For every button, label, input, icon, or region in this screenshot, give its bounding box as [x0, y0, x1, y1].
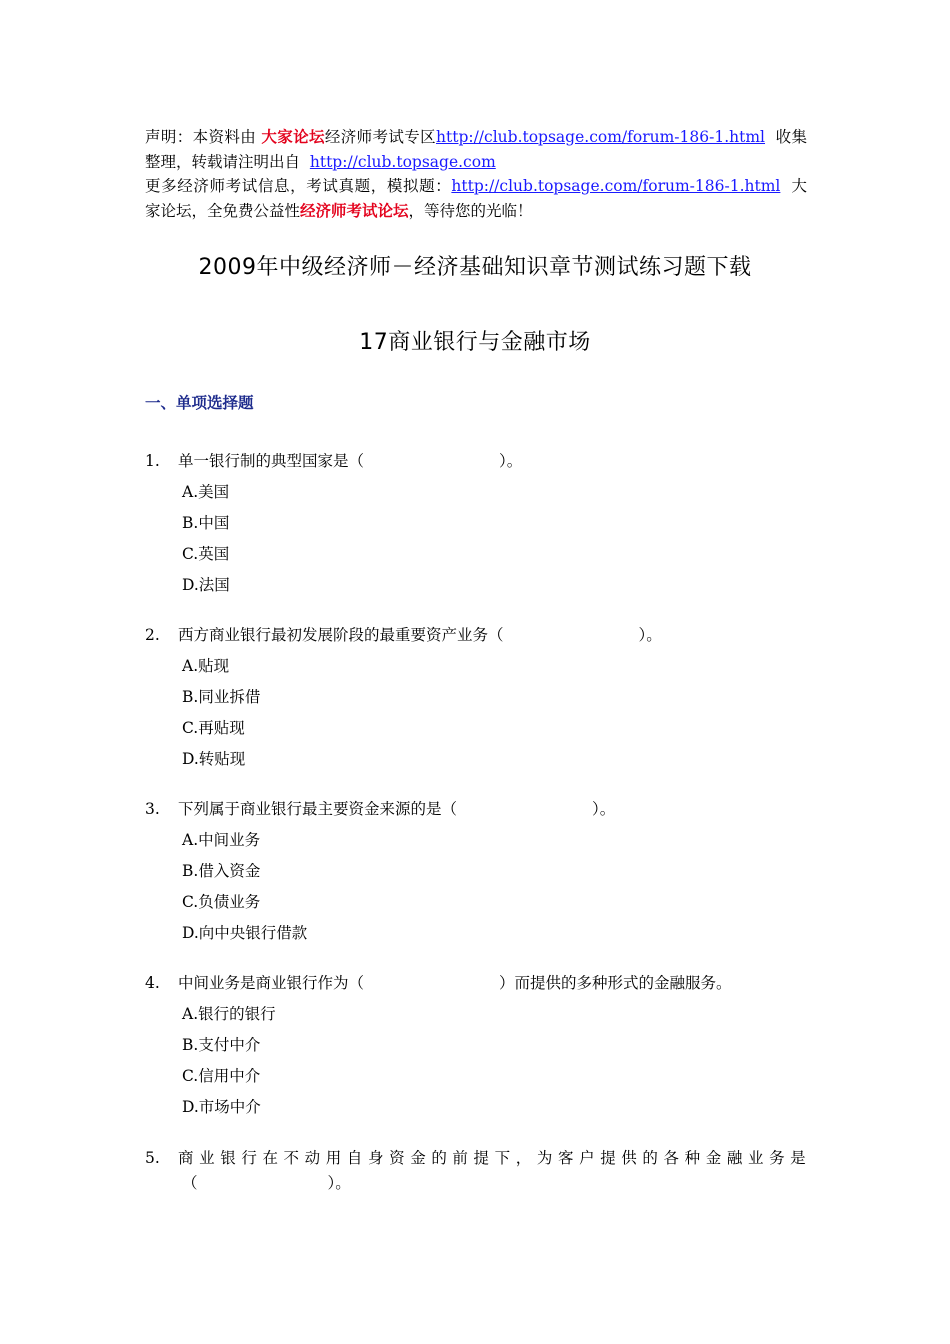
stem-char: 资: [389, 1149, 405, 1167]
stem-char: 不: [283, 1149, 300, 1167]
stem-char: 的: [642, 1149, 658, 1167]
question-number: 3.: [145, 800, 160, 818]
stem-char: 自: [346, 1149, 363, 1167]
stem-char: 务: [769, 1149, 785, 1167]
question-stem: 中间业务是商业银行作为（ ）而提供的多种形式的金融服务。: [178, 974, 732, 992]
option-a: A.中间业务: [182, 831, 261, 849]
question-number: 2.: [145, 626, 160, 644]
option-d: D.法国: [182, 576, 230, 594]
option-a: A.美国: [182, 483, 230, 501]
stem-char: 融: [726, 1149, 743, 1167]
stem-char: 前: [452, 1149, 468, 1167]
stem-char: 户: [579, 1149, 595, 1167]
chapter-title: 17商业银行与金融市场: [359, 330, 591, 355]
question-stem: 下列属于商业银行最主要资金来源的是（ ）。: [178, 800, 616, 818]
stem-char: 提: [600, 1149, 616, 1167]
option-b: B.同业拆借: [182, 688, 261, 706]
stem-char: 商: [178, 1149, 194, 1167]
stem-char: 客: [557, 1149, 574, 1167]
option-c: C.再贴现: [182, 719, 245, 737]
disclaimer-notice: [145, 125, 807, 223]
stem-char: 在: [262, 1149, 278, 1167]
stem-char: 用: [325, 1149, 342, 1167]
option-c: C.信用中介: [182, 1067, 261, 1085]
option-d: D.市场中介: [182, 1098, 261, 1116]
question-stem: 西方商业银行最初发展阶段的最重要资产业务（ ）。: [178, 626, 662, 644]
option-d: D.向中央银行借款: [182, 924, 308, 942]
stem-char: 各: [663, 1149, 680, 1167]
site-link[interactable]: http://club.topsage.com: [309, 152, 496, 171]
stem-char: 金: [410, 1149, 426, 1167]
option-c: C.负债业务: [182, 893, 261, 911]
stem-char: 金: [705, 1149, 722, 1167]
notice-mid3: 大家论坛，全免费公益性: [145, 177, 807, 220]
forum-link-1[interactable]: http://club.topsage.com/forum-186-1.html: [436, 128, 766, 146]
question-stem: 单一银行制的典型国家是（ ）。: [178, 452, 523, 470]
stem-char: ，: [515, 1149, 532, 1167]
option-c: C.英国: [182, 545, 230, 563]
notice-mid1: 经济师考试专区: [324, 128, 436, 146]
stem-char: 银: [220, 1149, 236, 1167]
question-stem: [178, 1147, 806, 1169]
option-b: B.支付中介: [182, 1036, 261, 1054]
notice-prefix: 声明：本资料由: [145, 128, 262, 146]
question-number: 4.: [145, 974, 160, 992]
forum-name-red: 经济师考试论坛: [300, 200, 409, 220]
stem-char: 动: [304, 1149, 321, 1167]
stem-char: 业: [199, 1149, 215, 1167]
stem-char: 业: [747, 1149, 764, 1167]
document-title: 2009年中级经济师－经济基础知识章节测试练习题下载: [198, 255, 752, 280]
option-d: D.转贴现: [182, 750, 246, 768]
question-stem-continued: （ ）。: [182, 1174, 351, 1192]
option-a: A.贴现: [182, 657, 230, 675]
stem-char: 为: [536, 1149, 553, 1167]
option-b: B.中国: [182, 514, 230, 532]
stem-char: 的: [431, 1149, 447, 1167]
notice-mid2: 收集整理，转载请注明出自: [145, 128, 807, 171]
forum-link-2[interactable]: http://club.topsage.com/forum-186-1.html: [451, 177, 781, 195]
question-number: 1.: [145, 452, 160, 470]
section-heading: 一、单项选择题: [145, 393, 254, 412]
stem-char: 下: [494, 1149, 511, 1167]
stem-char: 供: [621, 1149, 637, 1167]
question-number: 5.: [145, 1149, 160, 1167]
option-b: B.借入资金: [182, 862, 261, 880]
stem-char: 种: [684, 1149, 701, 1167]
forum-name: 大家论坛: [261, 127, 325, 146]
stem-char: 行: [241, 1149, 257, 1167]
stem-char: 提: [473, 1149, 490, 1167]
option-a: A.银行的银行: [182, 1005, 276, 1023]
stem-char: 是: [790, 1149, 806, 1167]
notice-suffix: ，等待您的光临！: [408, 201, 533, 220]
stem-char: 身: [367, 1149, 384, 1167]
notice-line2-prefix: 更多经济师考试信息，考试真题，模拟题：: [145, 177, 452, 195]
